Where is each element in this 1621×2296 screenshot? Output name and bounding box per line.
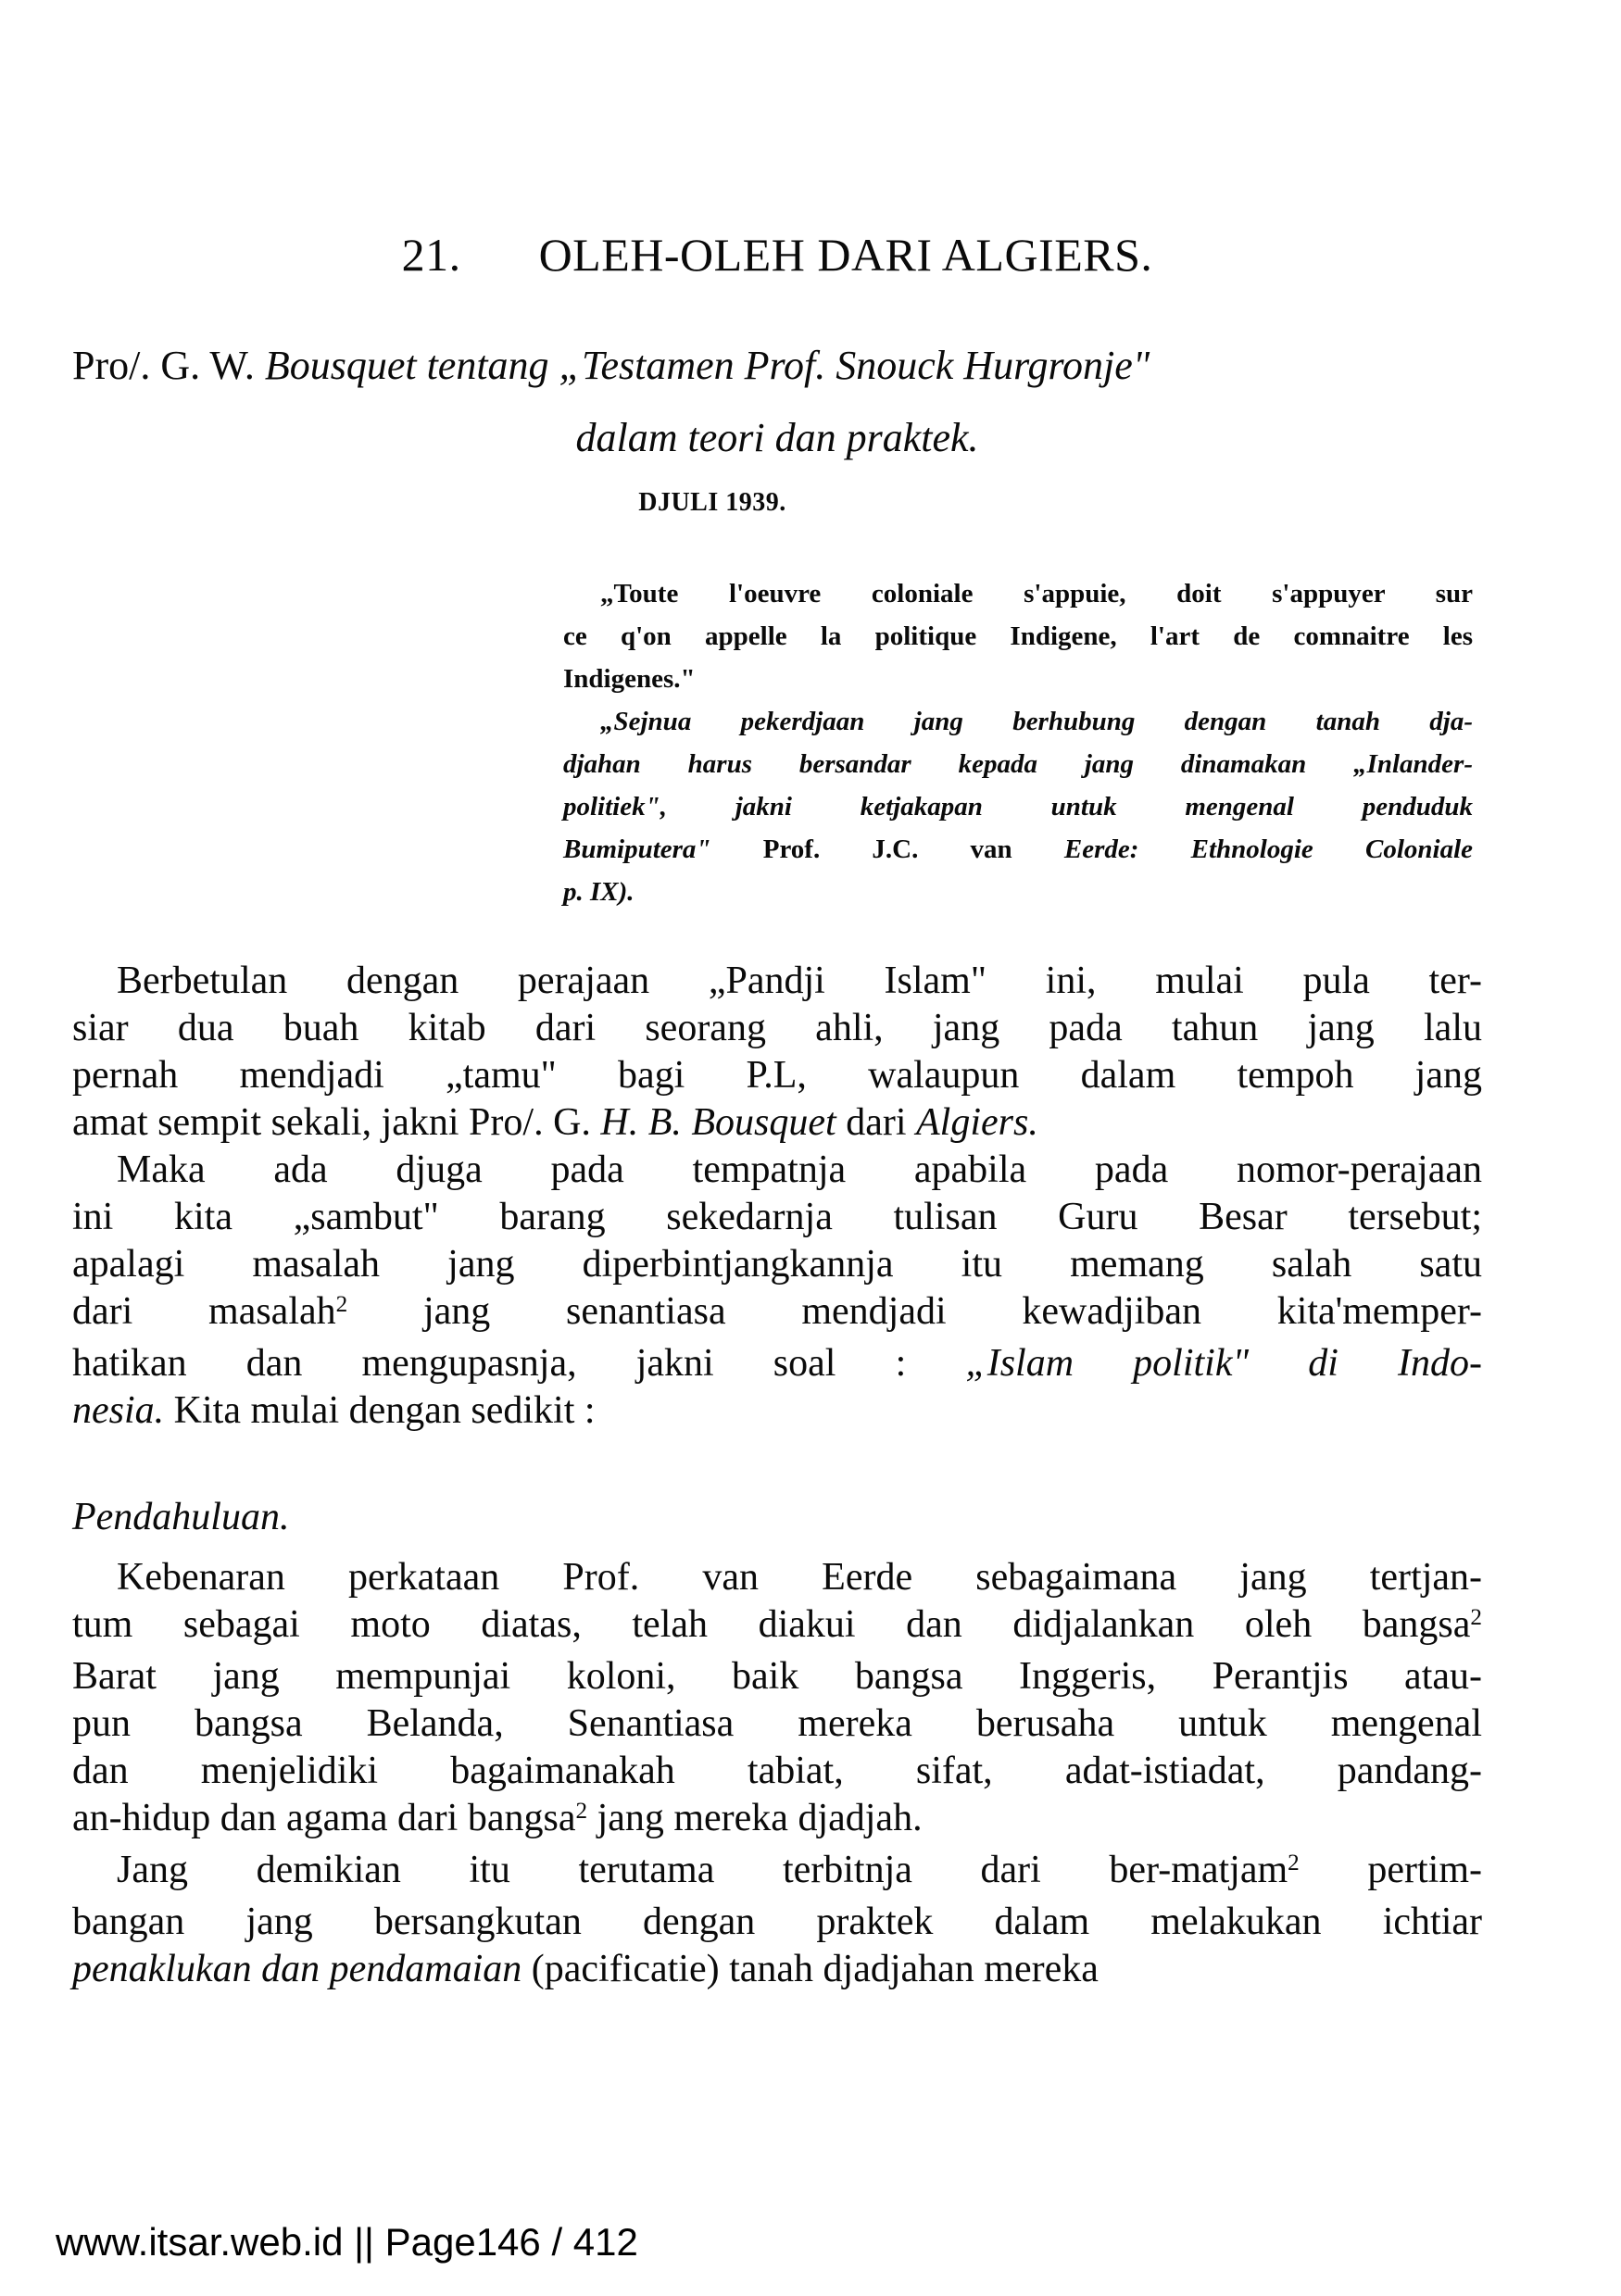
text-line (72, 958, 1482, 1005)
text-segment: penaklukan dan pendamaian (72, 1948, 522, 1990)
text-segment: jang senantiasa mendjadi kewadjiban kita'memper- (347, 1290, 1482, 1333)
text-segment: bangan jang bersangkutan dengan praktek dalam melakukan ichtiar (72, 1901, 1482, 1943)
text-segment: „Sejnua pekerdjaan jang berhubung dengan tanah dja- (600, 707, 1473, 736)
text-segment: (pacificatie) tanah djadjahan mereka (521, 1948, 1099, 1990)
text-line (563, 828, 1473, 871)
text-segment: 2 (1288, 1851, 1300, 1876)
text-segment: Jang demikian itu terutama terbitnja dari ber-matjam (117, 1849, 1288, 1891)
epigraph-french-quote (563, 572, 1473, 700)
subtitle-line-1 (72, 330, 1482, 402)
text-line (563, 871, 1473, 913)
text-segment: dari masalah (72, 1290, 336, 1333)
section-heading: Pendahuluan. (72, 1496, 290, 1538)
text-segment: 2 (575, 1799, 588, 1825)
text-line (72, 1795, 1482, 1847)
paragraph (72, 1147, 1482, 1435)
paragraph (72, 958, 1482, 1147)
text-segment: Maka ada djuga pada tempatnja apabila pada nomor-perajaan (117, 1148, 1482, 1191)
text-segment: pun bangsa Belanda, Senantiasa mereka berusaha untuk mengenal (72, 1702, 1482, 1745)
text-segment: dari (836, 1101, 916, 1144)
text-segment: Prof. J.C. van (762, 834, 1064, 864)
text-line (72, 1387, 1482, 1435)
text-line (563, 658, 1473, 700)
text-line (563, 615, 1473, 658)
text-line (72, 1147, 1482, 1194)
text-segment: 2 (335, 1292, 348, 1318)
text-segment: p. IX). (563, 877, 635, 907)
text-segment: an-hidup dan agama dari bangsa (72, 1797, 576, 1839)
text-line (72, 1601, 1482, 1653)
text-segment: Bumiputera" (563, 834, 763, 864)
chapter-title-text: OLEH-OLEH DARI ALGIERS. (538, 229, 1153, 281)
text-segment: Eerde: Ethnologie Coloniale (1063, 834, 1474, 864)
text-segment: pertim- (1299, 1849, 1482, 1891)
text-segment: „Toute l'oeuvre coloniale s'appuie, doit s'appuyer sur (600, 579, 1473, 609)
text-segment: nesia. (72, 1389, 165, 1432)
text-line (72, 1946, 1482, 1993)
text-segment: Berbetulan dengan perajaan „Pandji Islam" ini, mulai pula ter- (117, 960, 1482, 1002)
text-line (72, 1748, 1482, 1795)
text-segment: hatikan dan mengupasnja, jakni soal : (72, 1342, 966, 1385)
text-segment: Kita mulai dengan sedikit : (164, 1389, 596, 1432)
text-line (72, 1241, 1482, 1288)
text-segment: H. B. Bousquet (600, 1101, 836, 1144)
text-line (563, 572, 1473, 615)
text-line (72, 1847, 1482, 1899)
text-line (72, 1899, 1482, 1946)
subtitle-line-2: dalam teori dan praktek. (575, 415, 979, 460)
epigraph-indonesian-quote (563, 700, 1473, 913)
text-segment: siar dua buah kitab dari seorang ahli, jang pada tahun jang lalu (72, 1007, 1482, 1049)
text-segment: apalagi masalah jang diperbintjangkannja itu memang salah satu (72, 1243, 1482, 1286)
text-line (72, 1554, 1482, 1601)
chapter-number: 21. (401, 229, 461, 281)
text-line (72, 1194, 1482, 1241)
text-segment: amat sempit sekali, jakni Pro/. G. (72, 1101, 601, 1144)
paragraph (72, 1554, 1482, 1847)
paragraph (72, 1847, 1482, 1993)
text-line (563, 700, 1473, 743)
text-segment: dan menjelidiki bagaimanakah tabiat, sifat, adat-istiadat, pandang- (72, 1750, 1482, 1792)
text-segment: Kebenaran perkataan Prof. van Eerde sebagaimana jang tertjan- (117, 1556, 1482, 1599)
text-column (72, 0, 1482, 1993)
text-segment: ce q'on appelle la politique Indigene, l'art de comnaitre les (563, 621, 1473, 651)
text-line (72, 1099, 1482, 1147)
text-line (72, 1052, 1482, 1099)
text-line (563, 743, 1473, 785)
text-segment: djahan harus bersandar kepada jang dinamakan „Inlander- (563, 749, 1473, 779)
text-line (72, 1700, 1482, 1748)
text-line (72, 1340, 1482, 1387)
date-line: DJULI 1939. (638, 488, 786, 517)
text-line (563, 785, 1473, 828)
subtitle-italic-rest: Bousquet tentang „Testamen Prof. Snouck Hurgronje" (264, 343, 1150, 388)
text-segment: politiek", jakni ketjakapan untuk mengenal penduduk (563, 792, 1473, 822)
text-segment: Algiers. (916, 1101, 1038, 1144)
epigraph-block (563, 572, 1473, 913)
subtitle-roman-lead: Pro/. G. W. (72, 343, 265, 388)
text-line (72, 1005, 1482, 1052)
text-segment: jang mereka djadjah. (587, 1797, 923, 1839)
text-segment: Indigenes." (563, 664, 696, 694)
text-segment: tum sebagai moto diatas, telah diakui dan didjalankan oleh bangsa (72, 1603, 1471, 1646)
chapter-title (72, 228, 1482, 282)
page-footer: www.itsar.web.id || Page146 / 412 (56, 2220, 638, 2264)
text-segment: „Islam politik" di Indo- (965, 1342, 1482, 1385)
text-line (72, 1653, 1482, 1700)
text-segment: Barat jang mempunjai koloni, baik bangsa Inggeris, Perantjis atau- (72, 1655, 1482, 1698)
text-segment: pernah mendjadi „tamu" bagi P.L, walaupun dalam tempoh jang (72, 1054, 1482, 1097)
body-text (72, 958, 1482, 1993)
text-line (72, 1288, 1482, 1340)
subtitle (72, 330, 1482, 474)
text-segment: 2 (1470, 1605, 1482, 1631)
text-segment: ini kita „sambut" barang sekedarnja tulisan Guru Besar tersebut; (72, 1196, 1482, 1238)
